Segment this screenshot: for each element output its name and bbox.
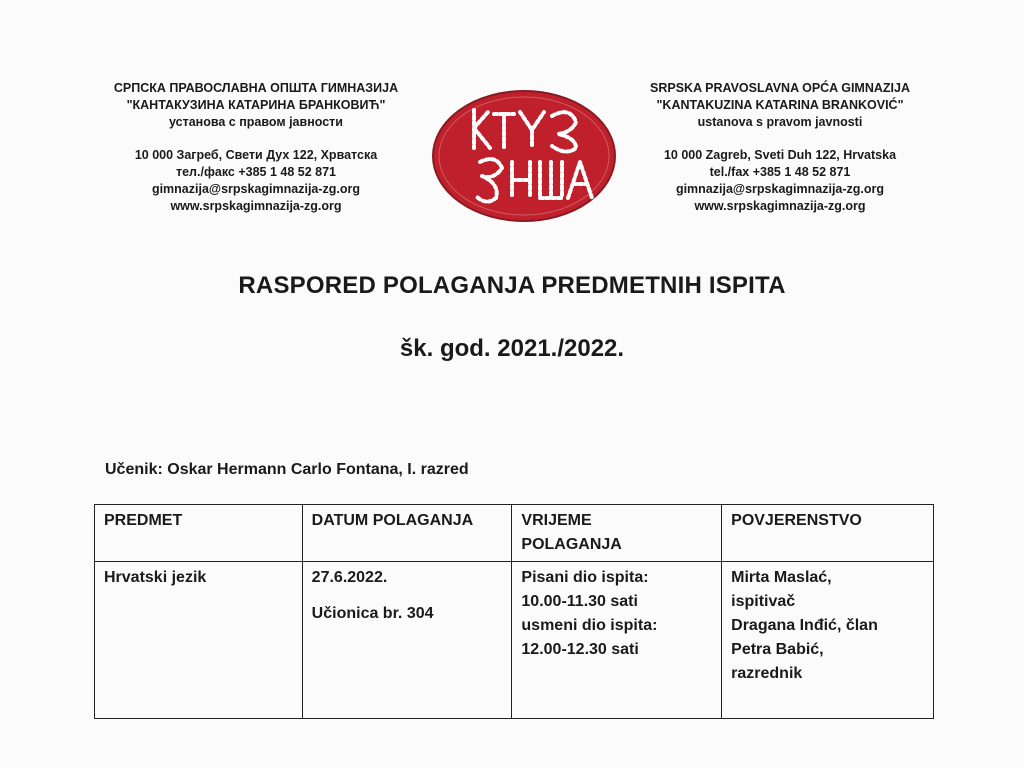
- cell-time: [512, 562, 722, 719]
- header-subject: PREDMET: [95, 505, 303, 562]
- committee-line3: Dragana Inđić, član: [731, 617, 878, 634]
- header-latin: [620, 80, 940, 215]
- header-time-line2: POLAGANJA: [521, 536, 622, 553]
- time-line4: 12.00-12.30 sati: [521, 641, 639, 658]
- student-info: Učenik: Oskar Hermann Carlo Fontana, I. razred: [105, 461, 469, 478]
- school-name-latin: SRPSKA PRAVOSLAVNA OPĆA GIMNAZIJA: [650, 81, 910, 95]
- header-time-line1: VRIJEME: [521, 512, 592, 529]
- time-line3: usmeni dio ispita:: [521, 617, 658, 634]
- email-cyrillic[interactable]: gimnazija@srpskagimnazija-zg.org: [151, 182, 361, 196]
- school-subtitle-latin: "KANTAKUZINA KATARINA BRANKOVIĆ": [656, 98, 904, 112]
- committee-line4: Petra Babić,: [731, 641, 824, 658]
- school-year: šk. god. 2021./2022.: [399, 335, 625, 362]
- committee-line1: Mirta Maslać,: [731, 569, 832, 586]
- school-logo: [430, 88, 618, 224]
- school-status-latin: ustanova s pravom javnosti: [697, 115, 863, 129]
- web-cyrillic[interactable]: www.srpskagimnazija-zg.org: [170, 199, 342, 213]
- address-latin: 10 000 Zagreb, Sveti Duh 122, Hrvatska: [663, 148, 897, 162]
- header-cyrillic: [96, 80, 416, 215]
- exam-date: 27.6.2022.: [311, 569, 388, 586]
- time-line2: 10.00-11.30 sati: [521, 593, 638, 610]
- exam-room: Učionica br. 304: [311, 605, 434, 622]
- header-committee: POVJERENSTVO: [722, 505, 934, 562]
- header-time: [512, 505, 722, 562]
- web-latin[interactable]: www.srpskagimnazija-zg.org: [694, 199, 866, 213]
- table-row: [95, 562, 934, 719]
- cell-subject: Hrvatski jezik: [95, 562, 303, 719]
- document-title: RASPORED POLAGANJA PREDMETNIH ISPITA: [238, 272, 786, 299]
- school-name-cyrillic: СРПСКА ПРАВОСЛАВНА ОПШТА ГИМНАЗИЈА: [113, 81, 399, 95]
- time-line1: Pisani dio ispita:: [521, 569, 649, 586]
- exam-schedule-table: [94, 504, 934, 719]
- cell-committee: [722, 562, 934, 719]
- committee-line5: razrednik: [731, 665, 803, 682]
- committee-line2: ispitivač: [731, 593, 796, 610]
- school-status-cyrillic: установа с правом јавности: [169, 115, 343, 129]
- phone-cyrillic: тел./факс +385 1 48 52 871: [175, 165, 337, 179]
- email-latin[interactable]: gimnazija@srpskagimnazija-zg.org: [675, 182, 885, 196]
- phone-latin: tel./fax +385 1 48 52 871: [709, 165, 851, 179]
- header-date: DATUM POLAGANJA: [302, 505, 512, 562]
- table-header-row: [95, 505, 934, 562]
- address-cyrillic: 10 000 Загреб, Свети Дух 122, Хрватска: [134, 148, 378, 162]
- cell-date: [302, 562, 512, 719]
- school-subtitle-cyrillic: "КАНТАКУЗИНА КАТАРИНА БРАНКОВИЋ": [126, 98, 386, 112]
